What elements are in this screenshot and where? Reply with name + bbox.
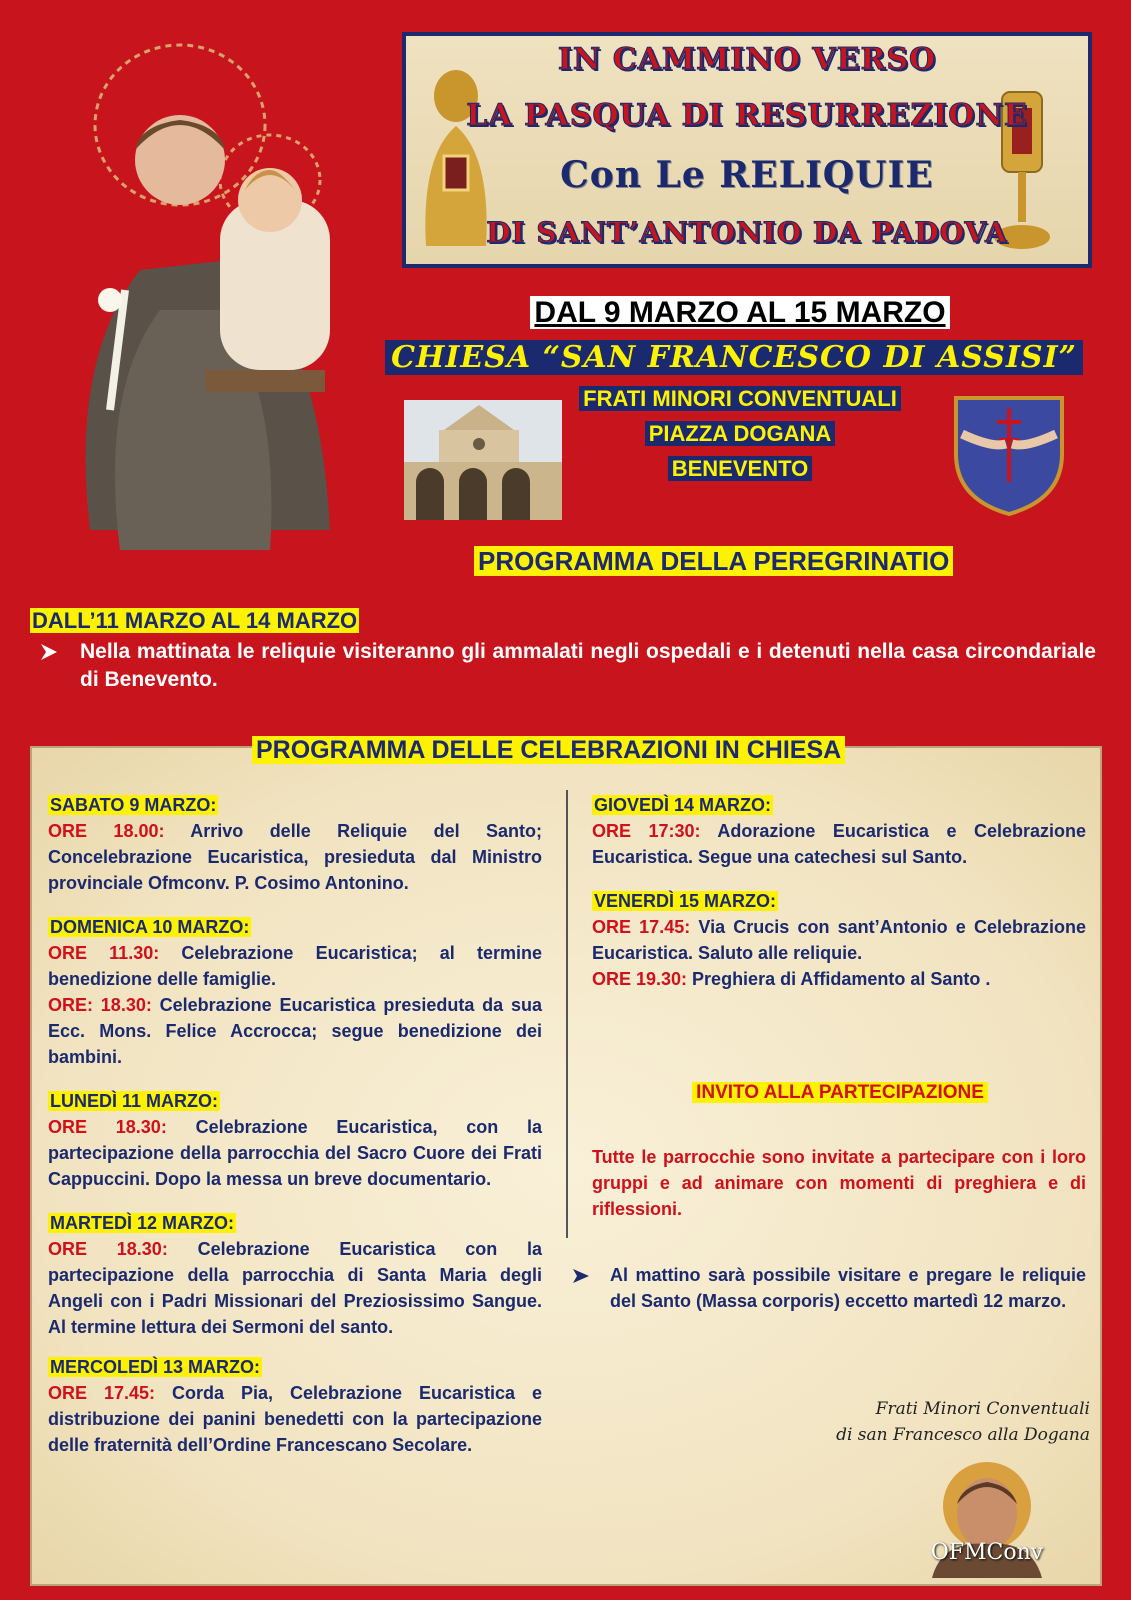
arrow-bullet-icon (572, 1266, 590, 1286)
order-name (520, 386, 960, 412)
schedule-entry (592, 966, 1086, 992)
time-label: ORE 17.45: (48, 1383, 156, 1403)
schedule-entry (48, 992, 542, 1070)
invito-text-body: Tutte le parrocchie sono invitate a partecipare con i loro gruppi e ad animare con momenti di preghiera e di riflessioni. (592, 1147, 1086, 1219)
time-label: ORE 19.30: (592, 969, 688, 989)
day-heading: MERCOLEDÌ 13 MARZO: (50, 1357, 261, 1377)
entry-text: Celebrazione Eucaristica presieduta da sua Ecc. Mons. Felice Accrocca; segue benedizione dei bambini. (48, 995, 542, 1067)
signature-line-2: di san Francesco alla Dogana (836, 1425, 1090, 1445)
schedule-entry (48, 1380, 542, 1458)
column-divider (566, 790, 568, 1238)
schedule-entry (48, 818, 542, 896)
program-title (252, 736, 845, 765)
entry-text: Celebrazione Eucaristica, con la partecipazione della parrocchia del Sacro Cuore dei Frati Cappuccini. Dopo la messa un breve documentario. (48, 1117, 543, 1189)
time-label: ORE 17.45: (592, 917, 691, 937)
schedule-entry (592, 914, 1086, 966)
invito-title (600, 1082, 1080, 1104)
schedule-entry (48, 940, 542, 992)
franciscan-crest-icon (952, 394, 1066, 516)
church-name (384, 340, 1084, 375)
entry-text: Adorazione Eucaristica e Celebrazione Eucaristica. Segue una catechesi sul Santo. (592, 821, 1086, 867)
church-photo-image (404, 400, 562, 520)
peregrinatio-period-text: DALL’11 MARZO AL 14 MARZO (32, 608, 358, 633)
event-dates (520, 296, 960, 330)
event-dates-text: DAL 9 MARZO AL 15 MARZO (530, 296, 949, 329)
banner-line-1: IN CAMMINO VERSO (557, 42, 937, 77)
signature-line-1: Frati Minori Conventuali (875, 1399, 1090, 1419)
program-title-text: PROGRAMMA DELLE CELEBRAZIONI IN CHIESA (252, 736, 845, 764)
ofmconv-logo: OFMConv (930, 1540, 1044, 1565)
saint-anthony-statue-image (30, 30, 380, 550)
entry-text: Celebrazione Eucaristica con la partecipazione della parrocchia di Santa Maria degli Angeli con i Padri Missionari del Preziosissimo Sangue. Al termine lettura dei Sermoni del santo. (48, 1239, 543, 1337)
time-label: ORE 18.30: (48, 1239, 168, 1259)
entry-text: Corda Pia, Celebrazione Eucaristica e distribuzione dei panini benedetti con la partecipazione delle fraternità dell’Ordine Francescano Secolare. (48, 1383, 542, 1455)
invito-note-text: Al mattino sarà possibile visitare e pregare le reliquie del Santo (Massa corporis) eccetto martedì 12 marzo. (610, 1265, 1086, 1311)
order-name-text: FRATI MINORI CONVENTUALI (579, 386, 901, 411)
arrow-bullet-icon (34, 638, 64, 666)
banner-line-4: DI SANT’ANTONIO DA PADOVA (486, 216, 1008, 249)
square-name-text: PIAZZA DOGANA (645, 421, 836, 446)
day-heading: SABATO 9 MARZO: (50, 795, 217, 815)
program-right-column (592, 792, 1086, 992)
day-heading: GIOVEDÌ 14 MARZO: (594, 795, 772, 815)
square-name (520, 421, 960, 447)
schedule-entry (48, 1236, 542, 1340)
day-heading: DOMENICA 10 MARZO: (50, 917, 250, 937)
invito-title-text: INVITO ALLA PARTECIPAZIONE (692, 1082, 988, 1103)
schedule-entry (48, 1114, 542, 1192)
day-heading: VENERDÌ 15 MARZO: (594, 891, 777, 911)
time-label: ORE 17:30: (592, 821, 701, 841)
day-heading: LUNEDÌ 11 MARZO: (50, 1091, 219, 1111)
city-name-text: BENEVENTO (668, 456, 813, 481)
city-name (520, 456, 960, 482)
schedule-entry (592, 818, 1086, 870)
peregrinatio-text (34, 638, 1096, 694)
time-label: ORE 18.30: (48, 1117, 167, 1137)
signature (770, 1396, 1090, 1448)
title-banner (402, 32, 1092, 268)
banner-line-2: LA PASQUA DI RESURREZIONE (466, 98, 1028, 133)
entry-text: Celebrazione Eucaristica; al termine benedizione delle famiglie. (48, 943, 542, 989)
time-label: ORE: 18.30: (48, 995, 152, 1015)
invito-text (592, 1144, 1086, 1222)
day-heading: MARTEDÌ 12 MARZO: (50, 1213, 234, 1233)
peregrinatio-title-text: PROGRAMMA DELLA PEREGRINATIO (474, 546, 953, 576)
banner-line-3: Con Le RELIQUIE (560, 154, 934, 196)
time-label: ORE 11.30: (48, 943, 160, 963)
church-name-text: CHIESA “SAN FRANCESCO DI ASSISI” (385, 340, 1083, 375)
entry-text: Via Crucis con sant’Antonio e Celebrazione Eucaristica. Saluto alle reliquie. (592, 917, 1086, 963)
peregrinatio-title (474, 546, 953, 577)
time-label: ORE 18.00: (48, 821, 165, 841)
invito-note (572, 1262, 1086, 1314)
entry-text: Arrivo delle Reliquie del Santo; Concelebrazione Eucaristica, presieduta dal Ministro provinciale Ofmconv. P. Cosimo Antonino. (48, 821, 543, 893)
peregrinatio-description: Nella mattinata le reliquie visiteranno gli ammalati negli ospedali e i detenuti nella casa circondariale di Benevento. (80, 640, 1096, 691)
peregrinatio-period (30, 608, 359, 634)
entry-text: Preghiera di Affidamento al Santo . (687, 969, 991, 989)
program-left-column (48, 792, 542, 1458)
